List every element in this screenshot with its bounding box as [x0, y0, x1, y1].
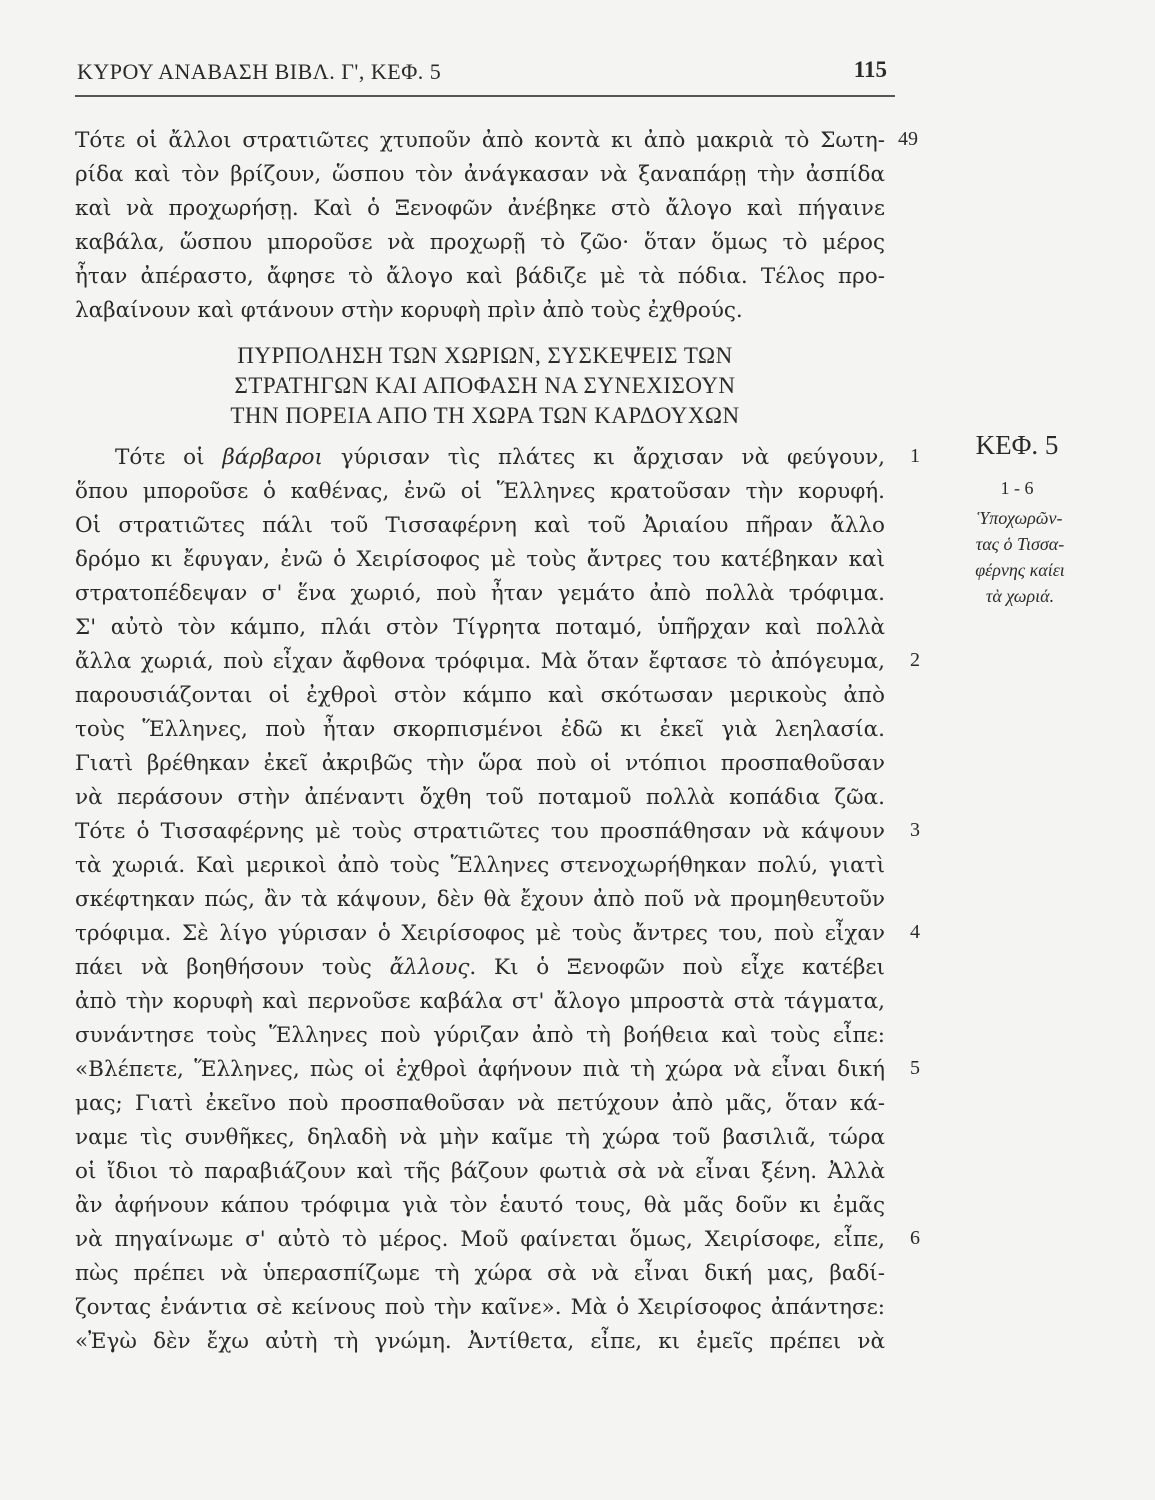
text-line: Σ' αὐτὸ τὸν κάμπο, πλάι στὸν Τίγρητα ποταμό, ὑπῆρχαν καὶ πολλὰ	[75, 615, 885, 640]
text-line: Τότε ὁ Τισσαφέρνης μὲ τοὺς στρατιῶτες του προσπάθησαν νὰ κάψουν	[75, 819, 885, 844]
text-line: τὰ χωριά. Καὶ μερικοὶ ἀπὸ τοὺς Ἕλληνες στενοχωρήθηκαν πολύ, γιατὶ	[75, 853, 885, 878]
section-number: 49	[898, 128, 918, 150]
section-heading-line: ΠΥΡΠΟΛΗΣΗ ΤΩΝ ΧΩΡΙΩΝ, ΣΥΣΚΕΨΕΙΣ ΤΩΝ	[237, 343, 733, 368]
margin-note-line: φέρνης καίει	[975, 560, 1065, 580]
text-line: ναμε τὶς συνθῆκες, δηλαδὴ νὰ μὴν καῖμε τὴ χώρα τοῦ βασιλιᾶ, τώρα	[75, 1125, 885, 1150]
text-line: Τότε οἱ βάρβαροι γύρισαν τὶς πλάτες κι ἄρχισαν νὰ φεύγουν,	[115, 445, 885, 470]
text-line: νὰ περάσουν στὴν ἀπέναντι ὄχθη τοῦ ποταμοῦ πολλὰ κοπάδια ζῶα.	[75, 785, 885, 810]
text-line: οἱ ἴδιοι τὸ παραβιάζουν καὶ τῆς βάζουν φωτιὰ σὰ νὰ εἶναι ξένη. Ἀλλὰ	[75, 1159, 885, 1184]
text-line: τρόφιμα. Σὲ λίγο γύρισαν ὁ Χειρίσοφος μὲ τοὺς ἄντρες του, ποὺ εἶχαν	[75, 921, 885, 946]
page-number: 115	[853, 57, 887, 82]
section-number: 5	[910, 1057, 920, 1079]
margin-section-range: 1 - 6	[1000, 478, 1034, 498]
page-header	[75, 55, 895, 97]
section-heading-line: ΤΗΝ ΠΟΡΕΙΑ ΑΠΟ ΤΗ ΧΩΡΑ ΤΩΝ ΚΑΡΔΟΥΧΩΝ	[230, 403, 740, 428]
text-line: ὅπου μποροῦσε ὁ καθένας, ἐνῶ οἱ Ἕλληνες κρατοῦσαν τὴν κορυφή.	[75, 479, 885, 504]
text-line: «Βλέπετε, Ἕλληνες, πὼς οἱ ἐχθροὶ ἀφήνουν πιὰ τὴ χώρα νὰ εἶναι δική	[75, 1057, 885, 1082]
text-line: ἦταν ἀπέραστο, ἄφησε τὸ ἄλογο καὶ βάδιζε μὲ τὰ πόδια. Τέλος προ-	[75, 264, 885, 289]
margin-chapter-label: ΚΕΦ. 5	[975, 430, 1059, 460]
section-number: 1	[910, 445, 920, 467]
margin-note-line: τὰ χωριά.	[985, 586, 1055, 606]
text-line: στρατοπέδεψαν σ' ἕνα χωριό, ποὺ ἦταν γεμάτο ἀπὸ πολλὰ τρόφιμα.	[75, 581, 885, 606]
text-line: Οἱ στρατιῶτες πάλι τοῦ Τισσαφέρνη καὶ τοῦ Ἀριαίου πῆραν ἄλλο	[75, 513, 885, 538]
text-line: τοὺς Ἕλληνες, ποὺ ἦταν σκορπισμένοι ἐδῶ κι ἐκεῖ γιὰ λεηλασία.	[75, 717, 885, 742]
text-line: Γιατὶ βρέθηκαν ἐκεῖ ἀκριβῶς τὴν ὥρα ποὺ οἱ ντόπιοι προσπαθοῦσαν	[75, 751, 885, 776]
section-heading-line: ΣΤΡΑΤΗΓΩΝ ΚΑΙ ΑΠΟΦΑΣΗ ΝΑ ΣΥΝΕΧΙΣΟΥΝ	[234, 373, 736, 398]
running-head: ΚΥΡΟΥ ΑΝΑΒΑΣΗ ΒΙΒΛ. Γ', ΚΕΦ. 5	[77, 59, 442, 84]
text-line: καὶ νὰ προχωρήσῃ. Καὶ ὁ Ξενοφῶν ἀνέβηκε στὸ ἄλογο καὶ πήγαινε	[75, 196, 885, 221]
text-line: δρόμο κι ἔφυγαν, ἐνῶ ὁ Χειρίσοφος μὲ τοὺς ἄντρες του κατέβηκαν καὶ	[75, 547, 885, 572]
section-number: 4	[910, 921, 920, 943]
italic-word: ἄλλους	[389, 955, 470, 980]
text-line: ἂν ἀφήνουν κάπου τρόφιμα γιὰ τὸν ἑαυτό τους, θὰ μᾶς δοῦν κι ἐμᾶς	[75, 1193, 885, 1218]
text-line: λαβαίνουν καὶ φτάνουν στὴν κορυφὴ πρὶν ἀπὸ τοὺς ἐχθρούς.	[75, 298, 743, 323]
text-line: ζοντας ἐνάντια σὲ κείνους ποὺ τὴν καῖνε». Μὰ ὁ Χειρίσοφος ἀπάντησε:	[75, 1295, 885, 1320]
text-line: «Ἐγὼ δὲν ἔχω αὐτὴ τὴ γνώμη. Ἀντίθετα, εἶπε, κι ἐμεῖς πρέπει νὰ	[75, 1329, 885, 1354]
text-line: Τότε οἱ ἄλλοι στρατιῶτες χτυποῦν ἀπὸ κοντὰ κι ἀπὸ μακριὰ τὸ Σωτη-	[75, 128, 885, 153]
section-number: 6	[910, 1227, 920, 1249]
text-line: πὼς πρέπει νὰ ὑπερασπίζωμε τὴ χώρα σὰ νὰ εἶναι δική μας, βαδί-	[75, 1261, 885, 1286]
section-number: 3	[910, 819, 920, 841]
text-line: παρουσιάζονται οἱ ἐχθροὶ στὸν κάμπο καὶ σκότωσαν μερικοὺς ἀπὸ	[75, 683, 885, 708]
text-line: σκέφτηκαν πώς, ἂν τὰ κάψουν, δὲν θὰ ἔχουν ἀπὸ ποῦ νὰ προμηθευτοῦν	[75, 887, 885, 912]
text-line: ἄλλα χωριά, ποὺ εἶχαν ἄφθονα τρόφιμα. Μὰ ὅταν ἔφτασε τὸ ἀπόγευμα,	[75, 649, 885, 674]
margin-note-line: τας ὁ Τισσα-	[975, 534, 1065, 554]
text-line: ἀπὸ τὴν κορυφὴ καὶ περνοῦσε καβάλα στ' ἄλογο μπροστὰ στὰ τάγματα,	[75, 989, 885, 1014]
text-line: νὰ πηγαίνωμε σ' αὐτὸ τὸ μέρος. Μοῦ φαίνεται ὅμως, Χειρίσοφε, εἶπε,	[75, 1227, 885, 1252]
text-line: καβάλα, ὥσπου μποροῦσε νὰ προχωρῇ τὸ ζῶο· ὅταν ὅμως τὸ μέρος	[75, 230, 885, 255]
margin-note-line: Ὑποχωρῶν-	[977, 508, 1063, 528]
text-line: πάει νὰ βοηθήσουν τοὺς ἄλλους. Κι ὁ Ξενοφῶν ποὺ εἶχε κατέβει	[75, 955, 885, 980]
text-line: ρίδα καὶ τὸν βρίζουν, ὥσπου τὸν ἀνάγκασαν νὰ ξαναπάρῃ τὴν ἀσπίδα	[75, 162, 885, 187]
text-line: μας; Γιατὶ ἐκεῖνο ποὺ προσπαθοῦσαν νὰ πετύχουν ἀπὸ μᾶς, ὅταν κά-	[75, 1091, 885, 1116]
section-number: 2	[910, 649, 920, 671]
text-line: συνάντησε τοὺς Ἕλληνες ποὺ γύριζαν ἀπὸ τὴ βοήθεια καὶ τοὺς εἶπε:	[75, 1023, 885, 1048]
italic-word: βάρβαροι	[222, 445, 323, 470]
